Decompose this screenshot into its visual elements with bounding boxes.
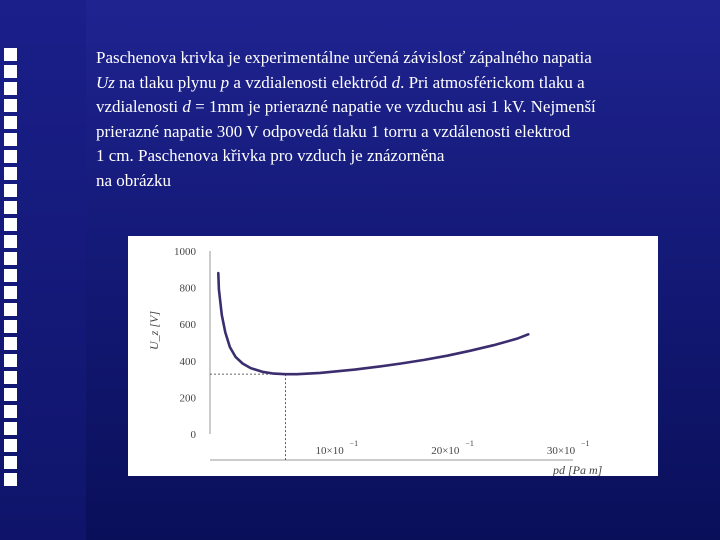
decor-square <box>4 201 17 214</box>
decor-square <box>4 65 17 78</box>
x-tick-exponent: −1 <box>465 439 474 448</box>
decor-square <box>4 184 17 197</box>
x-tick-label: 30×10 <box>546 445 576 457</box>
y-tick-label: 1000 <box>174 246 196 258</box>
decor-square <box>4 235 17 248</box>
paschen-curve-chart <box>128 236 658 476</box>
decor-square <box>4 405 17 418</box>
decor-square <box>4 99 17 112</box>
x-tick-exponent: −1 <box>581 439 590 448</box>
paragraph-line-6: na obrázku <box>96 170 172 190</box>
decor-square <box>4 252 17 265</box>
y-tick-label: 600 <box>179 319 196 332</box>
decor-square <box>4 354 17 367</box>
decor-square <box>4 337 17 350</box>
y-tick-label: 400 <box>179 355 196 368</box>
x-tick-label: 20×10 <box>431 445 460 457</box>
decor-square <box>4 82 17 95</box>
symbol-d: d <box>391 72 401 92</box>
left-decor-strip <box>0 0 86 540</box>
decor-square <box>4 473 17 486</box>
text-segment: vzdialenosti <box>96 97 183 116</box>
text-segment: = 1mm je prierazné napatie ve vzduchu asi 1 kV. Nejmenší <box>190 97 596 116</box>
symbol-uz: Uz <box>96 72 115 92</box>
decor-square <box>4 286 17 299</box>
decor-square <box>4 167 17 180</box>
decor-square <box>4 371 17 384</box>
description-paragraph <box>96 46 696 193</box>
paragraph-line-4: prierazné napatie 300 V odpovedá tlaku 1 torru a vzdálenosti elektrod <box>96 121 571 141</box>
symbol-d: d <box>182 97 191 116</box>
decor-square <box>4 320 17 333</box>
decor-square <box>4 133 17 146</box>
y-tick-label: 800 <box>179 282 196 295</box>
decor-square <box>4 456 17 469</box>
y-tick-label: 200 <box>179 392 196 405</box>
paragraph-line-3 <box>96 95 696 120</box>
x-tick-exponent: −1 <box>349 439 359 448</box>
y-axis-label: U_z [V] <box>147 310 161 351</box>
bullet-squares-column <box>4 48 18 486</box>
decor-square <box>4 218 17 231</box>
decor-square <box>4 422 17 435</box>
y-tick-label: 0 <box>190 429 196 441</box>
x-axis-label: pd [Pa m] <box>553 463 603 476</box>
text-segment: na tlaku plynu <box>114 72 221 92</box>
symbol-p: p <box>220 72 230 92</box>
decor-square <box>4 116 17 129</box>
decor-square <box>4 150 17 163</box>
decor-square <box>4 303 17 316</box>
chart-panel <box>128 236 658 476</box>
text-segment: . Pri atmosférickom tlaku a <box>400 72 585 92</box>
paragraph-line-5: 1 cm. Paschenova křivka pro vzduch je znázorněna <box>96 146 445 165</box>
decor-square <box>4 388 17 401</box>
paschen-curve-line <box>218 273 528 374</box>
paragraph-line-1: Paschenova krivka je experimentálne určená závislosť zápalného napatia <box>96 48 592 67</box>
paragraph-line-2 <box>96 71 696 96</box>
text-segment: a vzdialenosti elektród <box>229 72 392 92</box>
x-tick-label: 10×10 <box>315 445 344 457</box>
decor-square <box>4 439 17 452</box>
decor-square <box>4 269 17 282</box>
decor-square <box>4 48 17 61</box>
